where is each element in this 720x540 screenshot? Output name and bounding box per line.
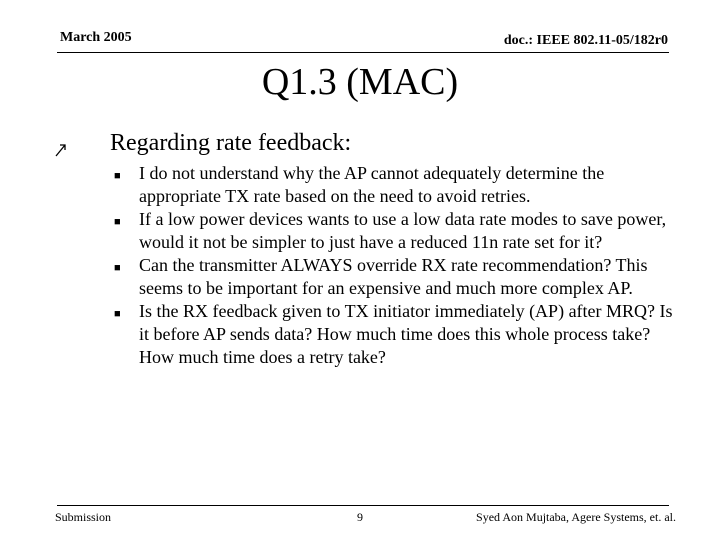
- list-item: [114, 162, 674, 208]
- footer-submission: Submission: [55, 510, 112, 524]
- arrow-bullet-icon: [54, 142, 68, 163]
- list-item: [114, 300, 674, 369]
- square-bullet-icon: ■: [114, 170, 121, 182]
- square-bullet-icon: ■: [114, 308, 121, 320]
- list-item-text: If a low power devices wants to use a low data rate modes to save power, would it not be simpler to just have a reduced 11n rate set for it?: [139, 209, 667, 252]
- header-date: March 2005: [60, 30, 132, 45]
- square-bullet-icon: ■: [114, 262, 121, 274]
- list-item-text: Can the transmitter ALWAYS override RX rate recommendation? This seems to be important for an expensive and much more complex AP.: [139, 255, 648, 298]
- page-number: 9: [357, 510, 363, 524]
- list-item-text: Is the RX feedback given to TX initiator immediately (AP) after MRQ? Is it before AP sends data? How much time does this whole process take? How much time does a retry take?: [139, 301, 673, 367]
- slide-title: Q1.3 (MAC): [261, 61, 459, 103]
- list-item: [114, 254, 674, 300]
- list-item-text: I do not understand why the AP cannot adequately determine the appropriate TX rate based on the need to avoid retries.: [139, 163, 605, 206]
- header-divider: [57, 52, 669, 53]
- square-bullet-icon: ■: [114, 216, 121, 228]
- list-item: [114, 208, 674, 254]
- footer-divider: [57, 505, 669, 506]
- footer-author: Syed Aon Mujtaba, Agere Systems, et. al.: [476, 510, 676, 524]
- sub-point-list: [114, 162, 674, 369]
- header-doc-id: doc.: IEEE 802.11-05/182r0: [503, 33, 668, 48]
- main-point: Regarding rate feedback:: [110, 130, 352, 156]
